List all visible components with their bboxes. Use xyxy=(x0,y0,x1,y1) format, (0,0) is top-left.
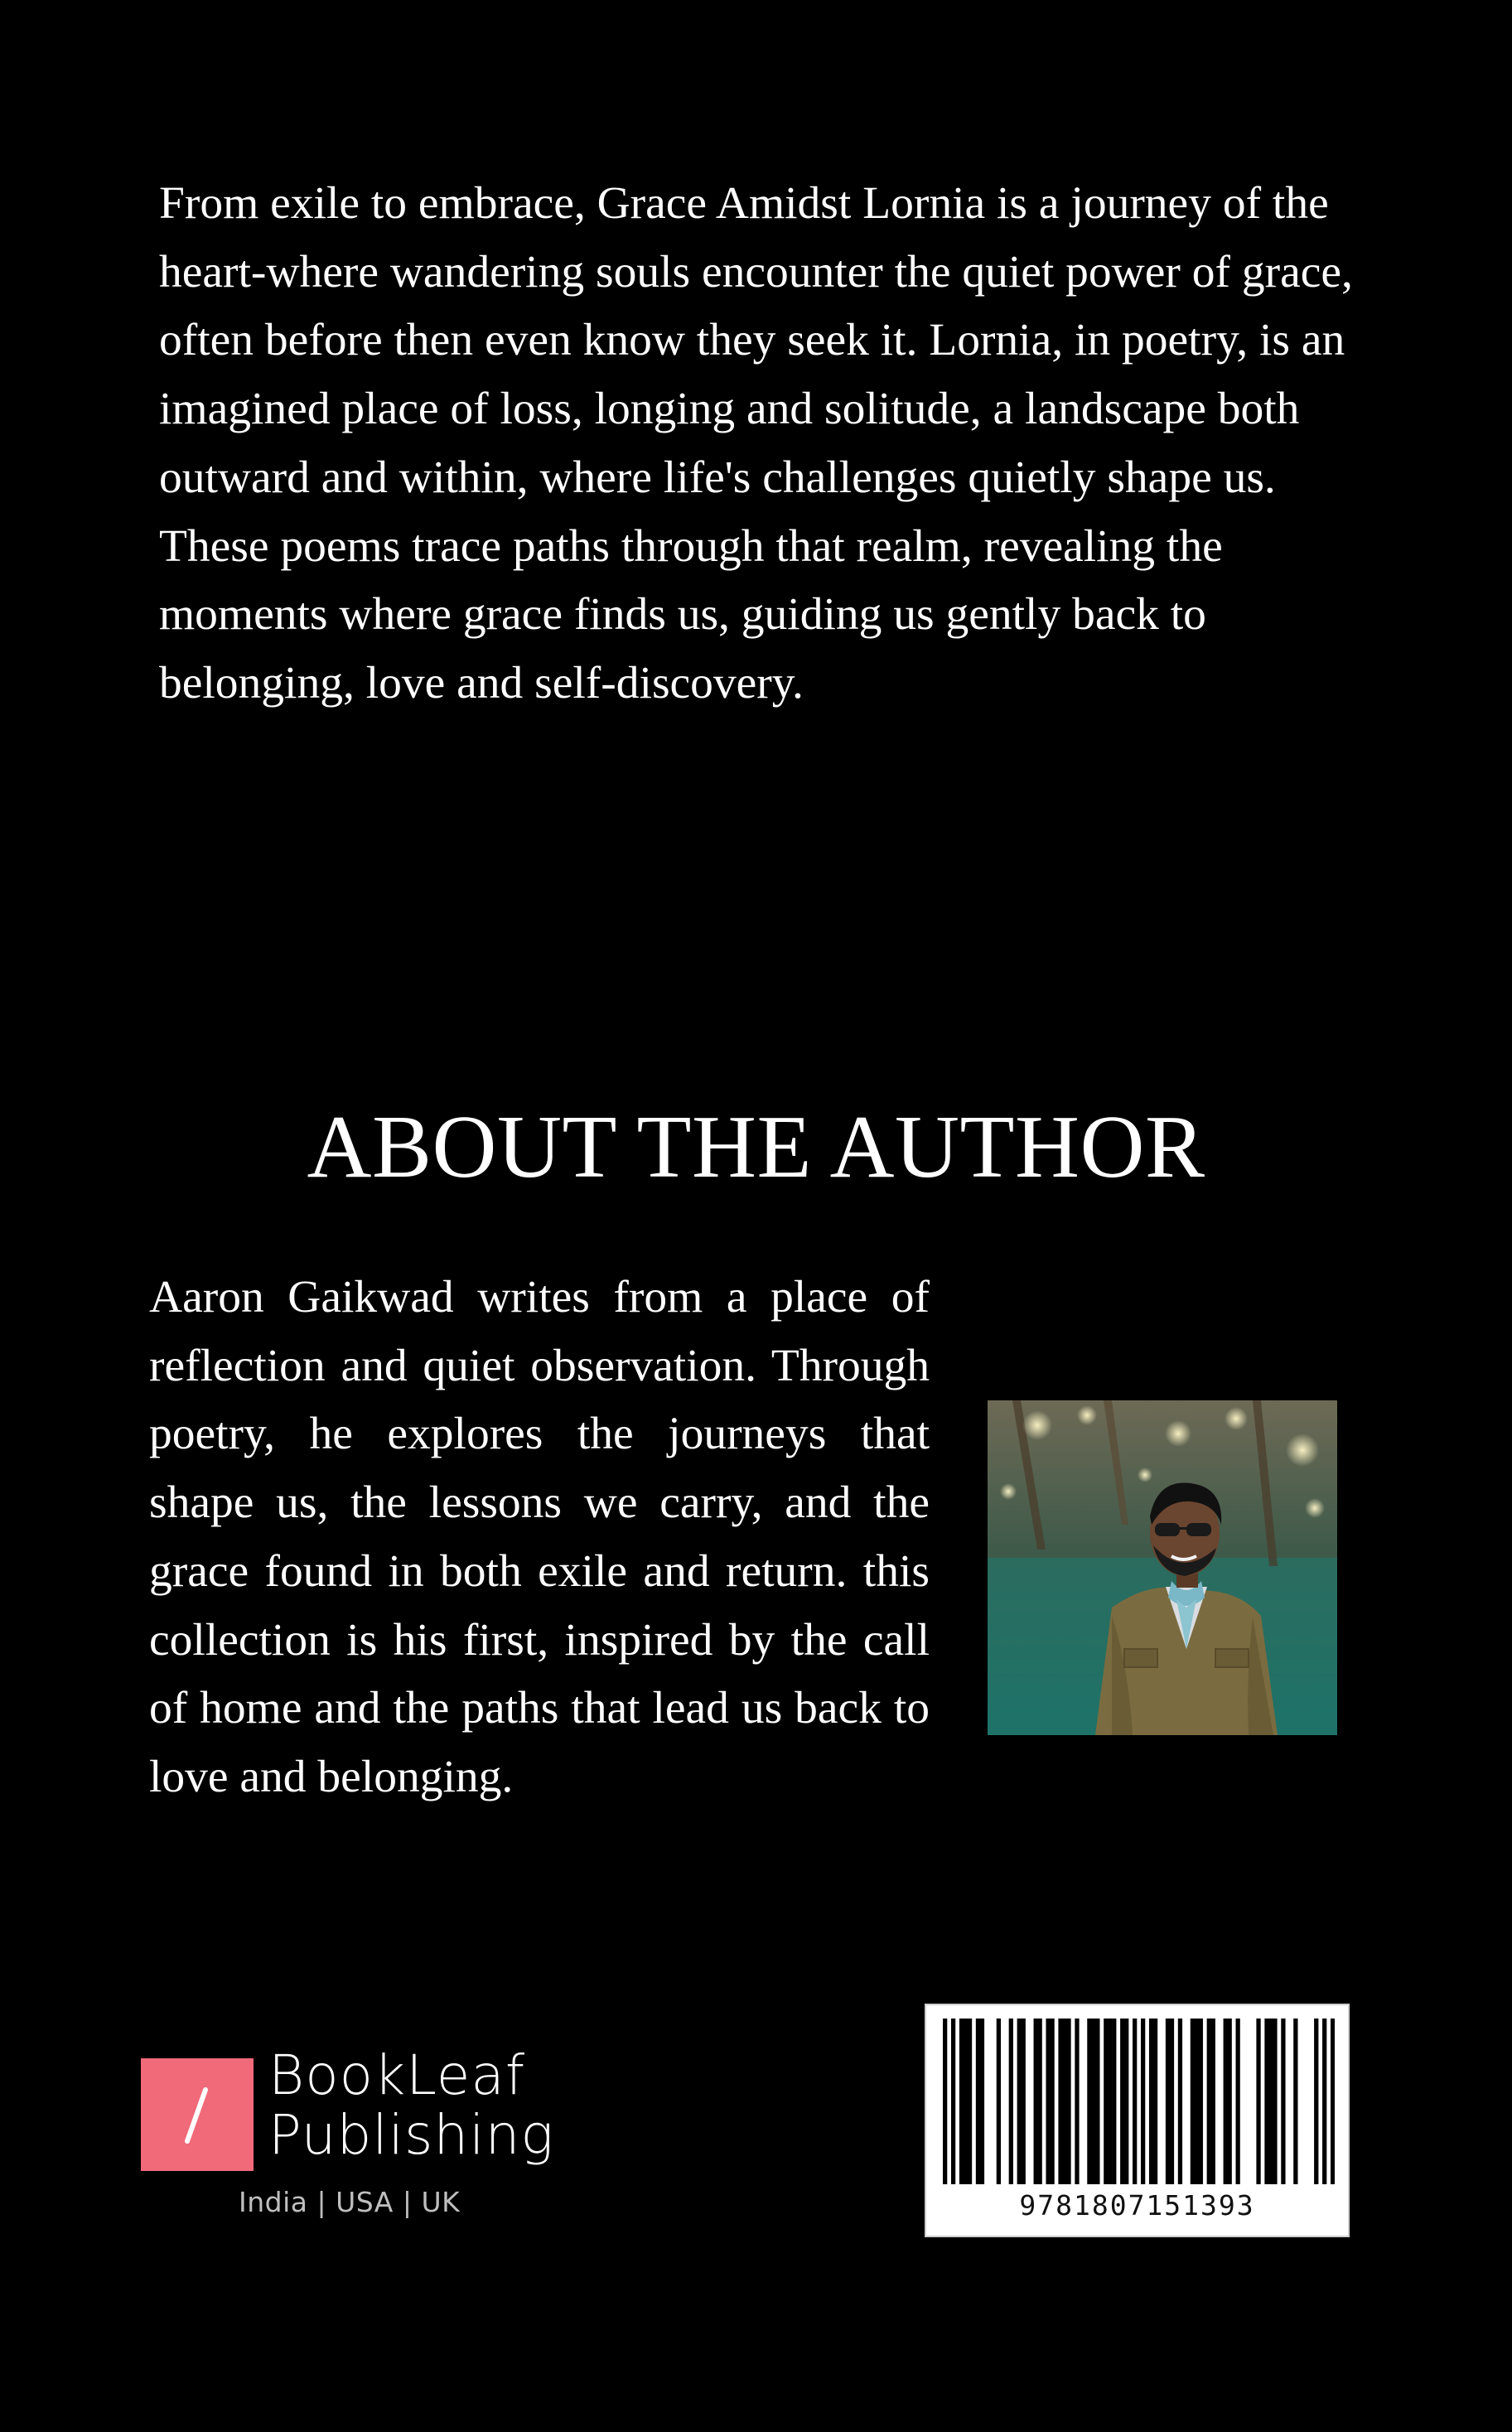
barcode-bars xyxy=(943,2019,1335,2184)
barcode-bar xyxy=(1009,2019,1013,2184)
barcode-bar xyxy=(1224,2019,1228,2184)
barcode-bar xyxy=(1314,2019,1318,2184)
barcode-bar xyxy=(1050,2019,1054,2184)
barcode-bar xyxy=(1017,2019,1022,2184)
barcode-bar xyxy=(1178,2019,1182,2184)
barcode-bar xyxy=(1112,2019,1116,2184)
about-the-author-heading: ABOUT THE AUTHOR xyxy=(307,1098,1205,1197)
barcode-bar xyxy=(943,2019,947,2184)
barcode-bar xyxy=(1075,2019,1079,2184)
barcode-bar xyxy=(976,2019,980,2184)
barcode-bar xyxy=(1034,2019,1038,2184)
barcode-bar xyxy=(1228,2019,1232,2184)
author-bio: Aaron Gaikwad writes from a place of reflection and quiet observation. Through poetry, he explores the journeys that shape us, the lessons we carry, and the grace found in both exile and return. this collection is his first, inspired by the call of home and the paths that lead us back to love and belonging. xyxy=(149,1272,930,1802)
isbn-number: 9781807151393 xyxy=(1019,2189,1255,2222)
slash-icon xyxy=(141,2058,254,2171)
barcode-bar xyxy=(1124,2019,1128,2184)
barcode-bar xyxy=(1095,2019,1099,2184)
barcode-bar xyxy=(997,2019,1001,2184)
barcode-bar xyxy=(1066,2019,1070,2184)
barcode-bar xyxy=(1293,2019,1297,2184)
isbn-barcode xyxy=(925,2004,1350,2237)
barcode-bar xyxy=(1104,2019,1108,2184)
barcode-bar xyxy=(1149,2019,1153,2184)
barcode-bar xyxy=(1191,2019,1195,2184)
barcode-bar xyxy=(964,2019,968,2184)
barcode-bar xyxy=(1211,2019,1215,2184)
barcode-bar xyxy=(1268,2019,1273,2184)
barcode-bar xyxy=(1256,2019,1260,2184)
barcode-bar xyxy=(1022,2019,1026,2184)
barcode-bar xyxy=(968,2019,972,2184)
barcode-bar xyxy=(1062,2019,1066,2184)
logo-mark xyxy=(141,2058,254,2171)
logo-name-line1: BookLeaf xyxy=(268,2043,526,2107)
barcode-bar xyxy=(1091,2019,1095,2184)
barcode-bar xyxy=(959,2019,964,2184)
logo-name-line2: Publishing xyxy=(268,2103,555,2167)
publisher-regions: India | USA | UK xyxy=(239,2186,461,2218)
author-photo xyxy=(988,1400,1337,1735)
barcode-bar xyxy=(1199,2019,1203,2184)
barcode-bar xyxy=(1153,2019,1157,2184)
barcode-bar xyxy=(1046,2019,1050,2184)
barcode-bar xyxy=(980,2019,984,2184)
barcode-bar xyxy=(1038,2019,1042,2184)
barcode-bar xyxy=(1331,2019,1335,2184)
barcode-bar xyxy=(1141,2019,1145,2184)
barcode-bar xyxy=(1133,2019,1137,2184)
barcode-bar xyxy=(1108,2019,1112,2184)
barcode-bar xyxy=(1322,2019,1326,2184)
barcode-bar xyxy=(1264,2019,1268,2184)
barcode-bar xyxy=(1120,2019,1124,2184)
book-blurb: From exile to embrace, Grace Amidst Lornia is a journey of the heart-where wandering souls encounter the quiet power of grace, often before then even know they seek it. Lornia, in poetry, is an imagined place of loss, longing and solitude, a landscape both outward and within, where life's challenges quietly shape us. These poems trace paths through that realm, revealing the moments where grace finds us, guiding us gently back to belonging, love and self-discovery. xyxy=(159,178,1353,708)
barcode-bar xyxy=(1195,2019,1199,2184)
barcode-bar xyxy=(951,2019,955,2184)
barcode-bar xyxy=(1236,2019,1240,2184)
barcode-bar xyxy=(1166,2019,1170,2184)
barcode-bar xyxy=(1170,2019,1174,2184)
barcode-bar xyxy=(1058,2019,1062,2184)
bookleaf-publishing-logo xyxy=(141,2043,572,2237)
barcode-bar xyxy=(1207,2019,1211,2184)
barcode-bar xyxy=(1273,2019,1277,2184)
barcode-bar xyxy=(1281,2019,1285,2184)
barcode-bar xyxy=(1087,2019,1091,2184)
